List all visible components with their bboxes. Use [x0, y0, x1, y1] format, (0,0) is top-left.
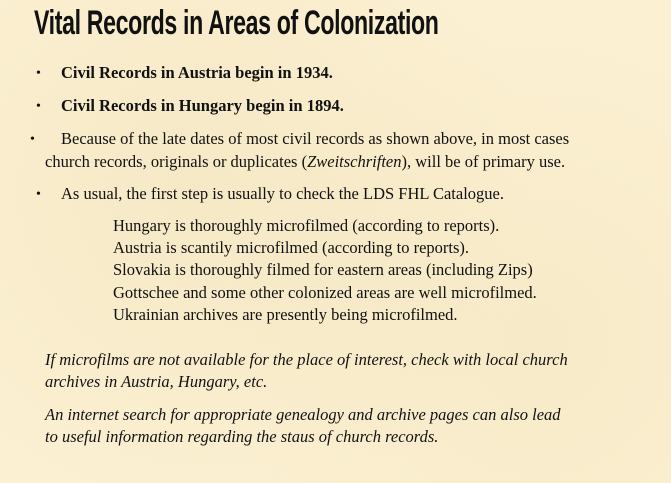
bullet-church-records-line2	[45, 152, 565, 172]
sub-item: Austria is scantily microfilmed (according to reports).	[113, 238, 470, 257]
sub-item: Slovakia is thoroughly filmed for eastern areas (including Zips)	[113, 260, 533, 279]
sub-item: Gottschee and some other colonized areas are well microfilmed.	[113, 283, 537, 302]
bullet-icon: •	[30, 132, 35, 147]
sub-item: Ukrainian archives are presently being microfilmed.	[113, 305, 458, 324]
bullet-hungary: Civil Records in Hungary begin in 1894.	[61, 96, 344, 115]
bullet-icon: •	[36, 99, 41, 114]
note-line: An internet search for appropriate genealogy and archive pages can also lead	[45, 405, 561, 424]
emphasis: Zweitschriften	[307, 152, 402, 171]
note-line: to useful information regarding the staus of church records.	[45, 427, 439, 446]
bullet-lds-catalogue: As usual, the first step is usually to check the LDS FHL Catalogue.	[61, 184, 504, 203]
bullet-austria: Civil Records in Austria begin in 1934.	[61, 63, 333, 82]
text: ), will be of primary use.	[401, 152, 566, 171]
slide-title: Vital Records in Areas of Colonization	[34, 4, 439, 42]
bullet-icon: •	[36, 66, 41, 81]
text: church records, originals or duplicates (	[45, 152, 308, 171]
bullet-icon: •	[36, 187, 41, 202]
note-line: archives in Austria, Hungary, etc.	[45, 372, 268, 391]
note-line: If microfilms are not available for the place of interest, check with local church	[45, 350, 568, 369]
sub-item: Hungary is thoroughly microfilmed (according to reports).	[113, 216, 500, 235]
bullet-church-records-line1: Because of the late dates of most civil records as shown above, in most cases	[61, 129, 570, 148]
